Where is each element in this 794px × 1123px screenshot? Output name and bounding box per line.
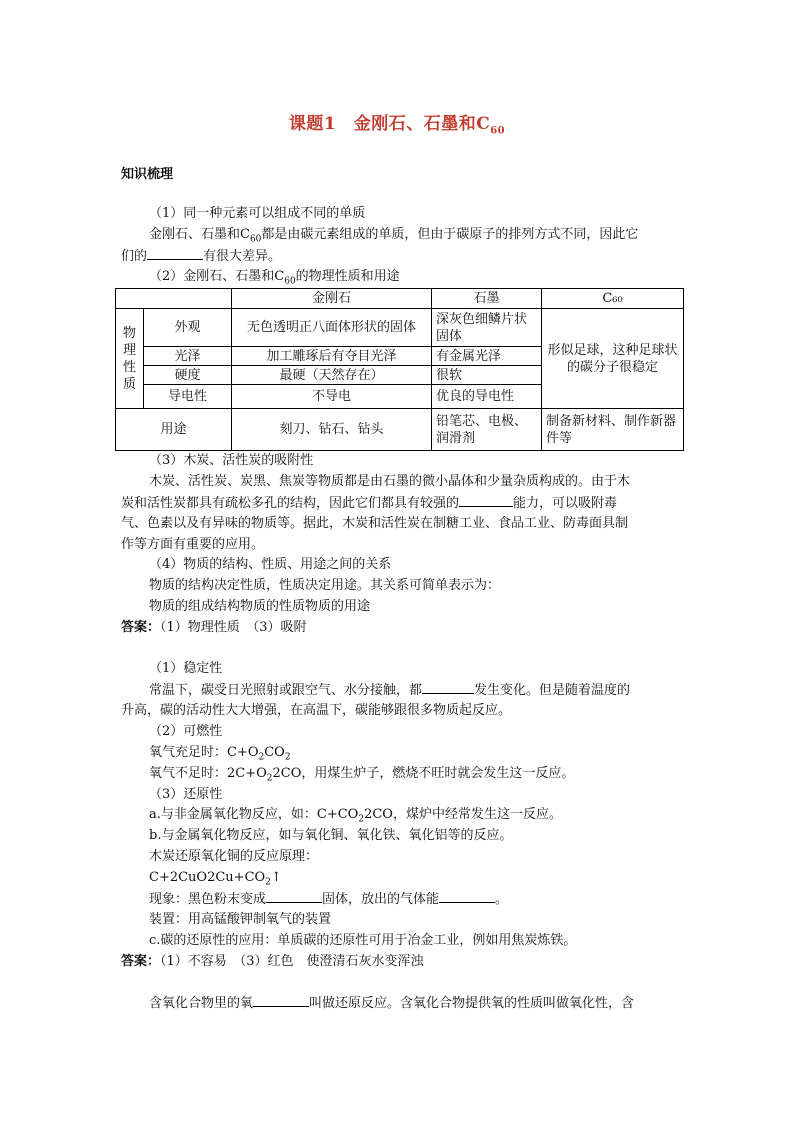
part3-line: 木炭、活性炭、炭黑、焦炭等物质都是由石墨的微小晶体和少量杂质构成的。由于木 <box>149 474 631 489</box>
graphite-use: 铅笔芯、电极、润滑剂 <box>432 409 542 451</box>
cuo-principle: 木炭还原氧化铜的反应原理： <box>149 849 319 864</box>
answer-2: 答案：（1）不容易 （3）红色 使澄清石灰水变浑浊 <box>121 954 424 969</box>
diamond-cell: 最硬（天然存在） <box>232 366 432 385</box>
part4-heading: （4）物质的结构、性质、用途之间的关系 <box>149 557 392 572</box>
reduction-heading: （3）还原性 <box>149 787 223 802</box>
reduction-a: a.与非金属氧化物反应，如：$C+CO_22CO$，煤炉中经常发生这一反应。 <box>149 807 562 825</box>
diamond-cell: 无色透明正八面体形状的固体 <box>232 309 432 347</box>
graphite-cell: 很软 <box>432 366 542 385</box>
cuo-equation: $C+2CuO2Cu+CO_2↑$ <box>149 870 282 888</box>
phenomenon: 现象：黑色粉末变成 固体，放出的气体能 。 <box>149 892 509 907</box>
stability-line: 常温下，碳受日光照射或跟空气、水分接触，都 发生变化。但是随着温度的 <box>149 683 631 698</box>
prop-name: 硬度 <box>144 366 232 385</box>
table-row <box>116 309 684 347</box>
fill-blank <box>459 494 513 507</box>
part4-line: 物质的组成结构物质的性质物质的用途 <box>149 599 371 614</box>
table-header-row <box>116 289 684 309</box>
prop-name: 外观 <box>144 309 232 347</box>
last-line: 含氧化合物里的氧 叫做还原反应。含氧化合物提供氧的性质叫做氧化性，含 <box>149 996 635 1011</box>
use-label: 用途 <box>116 409 232 451</box>
item1-text: 金刚石、石墨和$C_{60}$都是由碳元素组成的单质，但由于碳原子的排列方式不同，因此它 <box>149 227 639 245</box>
c60-props-cell: 形似足球，这种足球状的碳分子很稳定 <box>542 309 684 409</box>
apparatus: 装置：用高锰酸钾制氧气的装置 <box>149 912 332 927</box>
fill-blank <box>439 890 495 903</box>
reduction-c: c.碳的还原性的应用：单质碳的还原性可用于冶金工业，例如用焦炭炼铁。 <box>149 933 577 948</box>
c60-use: 制备新材料、制作新器件等 <box>542 409 684 451</box>
item1-text-cont: 们的 有很大差异。 <box>121 249 282 264</box>
graphite-cell: 深灰色细鳞片状固体 <box>432 309 542 347</box>
fill-blank <box>422 681 474 694</box>
part3-heading: （3）木炭、活性炭的吸附性 <box>149 453 314 468</box>
combustion-heading: （2）可燃性 <box>149 724 223 739</box>
graphite-cell: 优良的导电性 <box>432 385 542 409</box>
diamond-use: 刻刀、钻石、钻头 <box>232 409 432 451</box>
physical-props-label: 物 理 性 质 <box>116 309 144 409</box>
diamond-cell: 加工雕琢后有夺目光泽 <box>232 347 432 366</box>
reduction-b: b.与金属氧化物反应，如与氧化铜、氧化铁、氧化铝等的反应。 <box>149 828 513 843</box>
combustion-partial: 氧气不足时：$2C+O_22CO$，用煤生炉子，燃烧不旺时就会发生这一反应。 <box>149 766 575 784</box>
part3-line: 气、色素以及有异味的物质等。据此，木炭和活性炭在制糖工业、食品工业、防毒面具制 <box>121 516 629 531</box>
table-corner-cell <box>116 289 232 309</box>
stability-heading: （1）稳定性 <box>149 661 223 676</box>
fill-blank <box>253 994 309 1007</box>
part3-line: 炭和活性炭都具有疏松多孔的结构，因此它们都具有较强的 能力，可以吸附毒 <box>121 496 618 511</box>
table-header: 石墨 <box>432 289 542 309</box>
prop-name: 导电性 <box>144 385 232 409</box>
page-title: 课题1 金刚石、石墨和$C_{60}$ <box>288 114 506 137</box>
properties-table <box>115 288 684 451</box>
prop-name: 光泽 <box>144 347 232 366</box>
section-heading: 知识梳理 <box>121 167 174 182</box>
item2-heading: （2）金刚石、石墨和$C_{60}$的物理性质和用途 <box>149 269 400 287</box>
fill-blank <box>147 247 203 260</box>
fill-blank <box>266 890 322 903</box>
stability-line: 升高，碳的活动性大大增强，在高温下，碳能够跟很多物质起反应。 <box>121 703 512 718</box>
answer-1: 答案：（1）物理性质 （3）吸附 <box>121 620 307 635</box>
graphite-cell: 有金属光泽 <box>432 347 542 366</box>
table-row-use <box>116 409 684 451</box>
table-header: C₆₀ <box>542 289 684 309</box>
part3-line: 作等方面有重要的应用。 <box>121 537 265 552</box>
combustion-full: 氧气充足时：$C+O_2CO_2$ <box>149 745 291 763</box>
diamond-cell: 不导电 <box>232 385 432 409</box>
part4-line: 物质的结构决定性质，性质决定用途。其关系可简单表示为： <box>149 578 501 593</box>
table-header: 金刚石 <box>232 289 432 309</box>
item1-heading: （1）同一种元素可以组成不同的单质 <box>149 206 366 221</box>
